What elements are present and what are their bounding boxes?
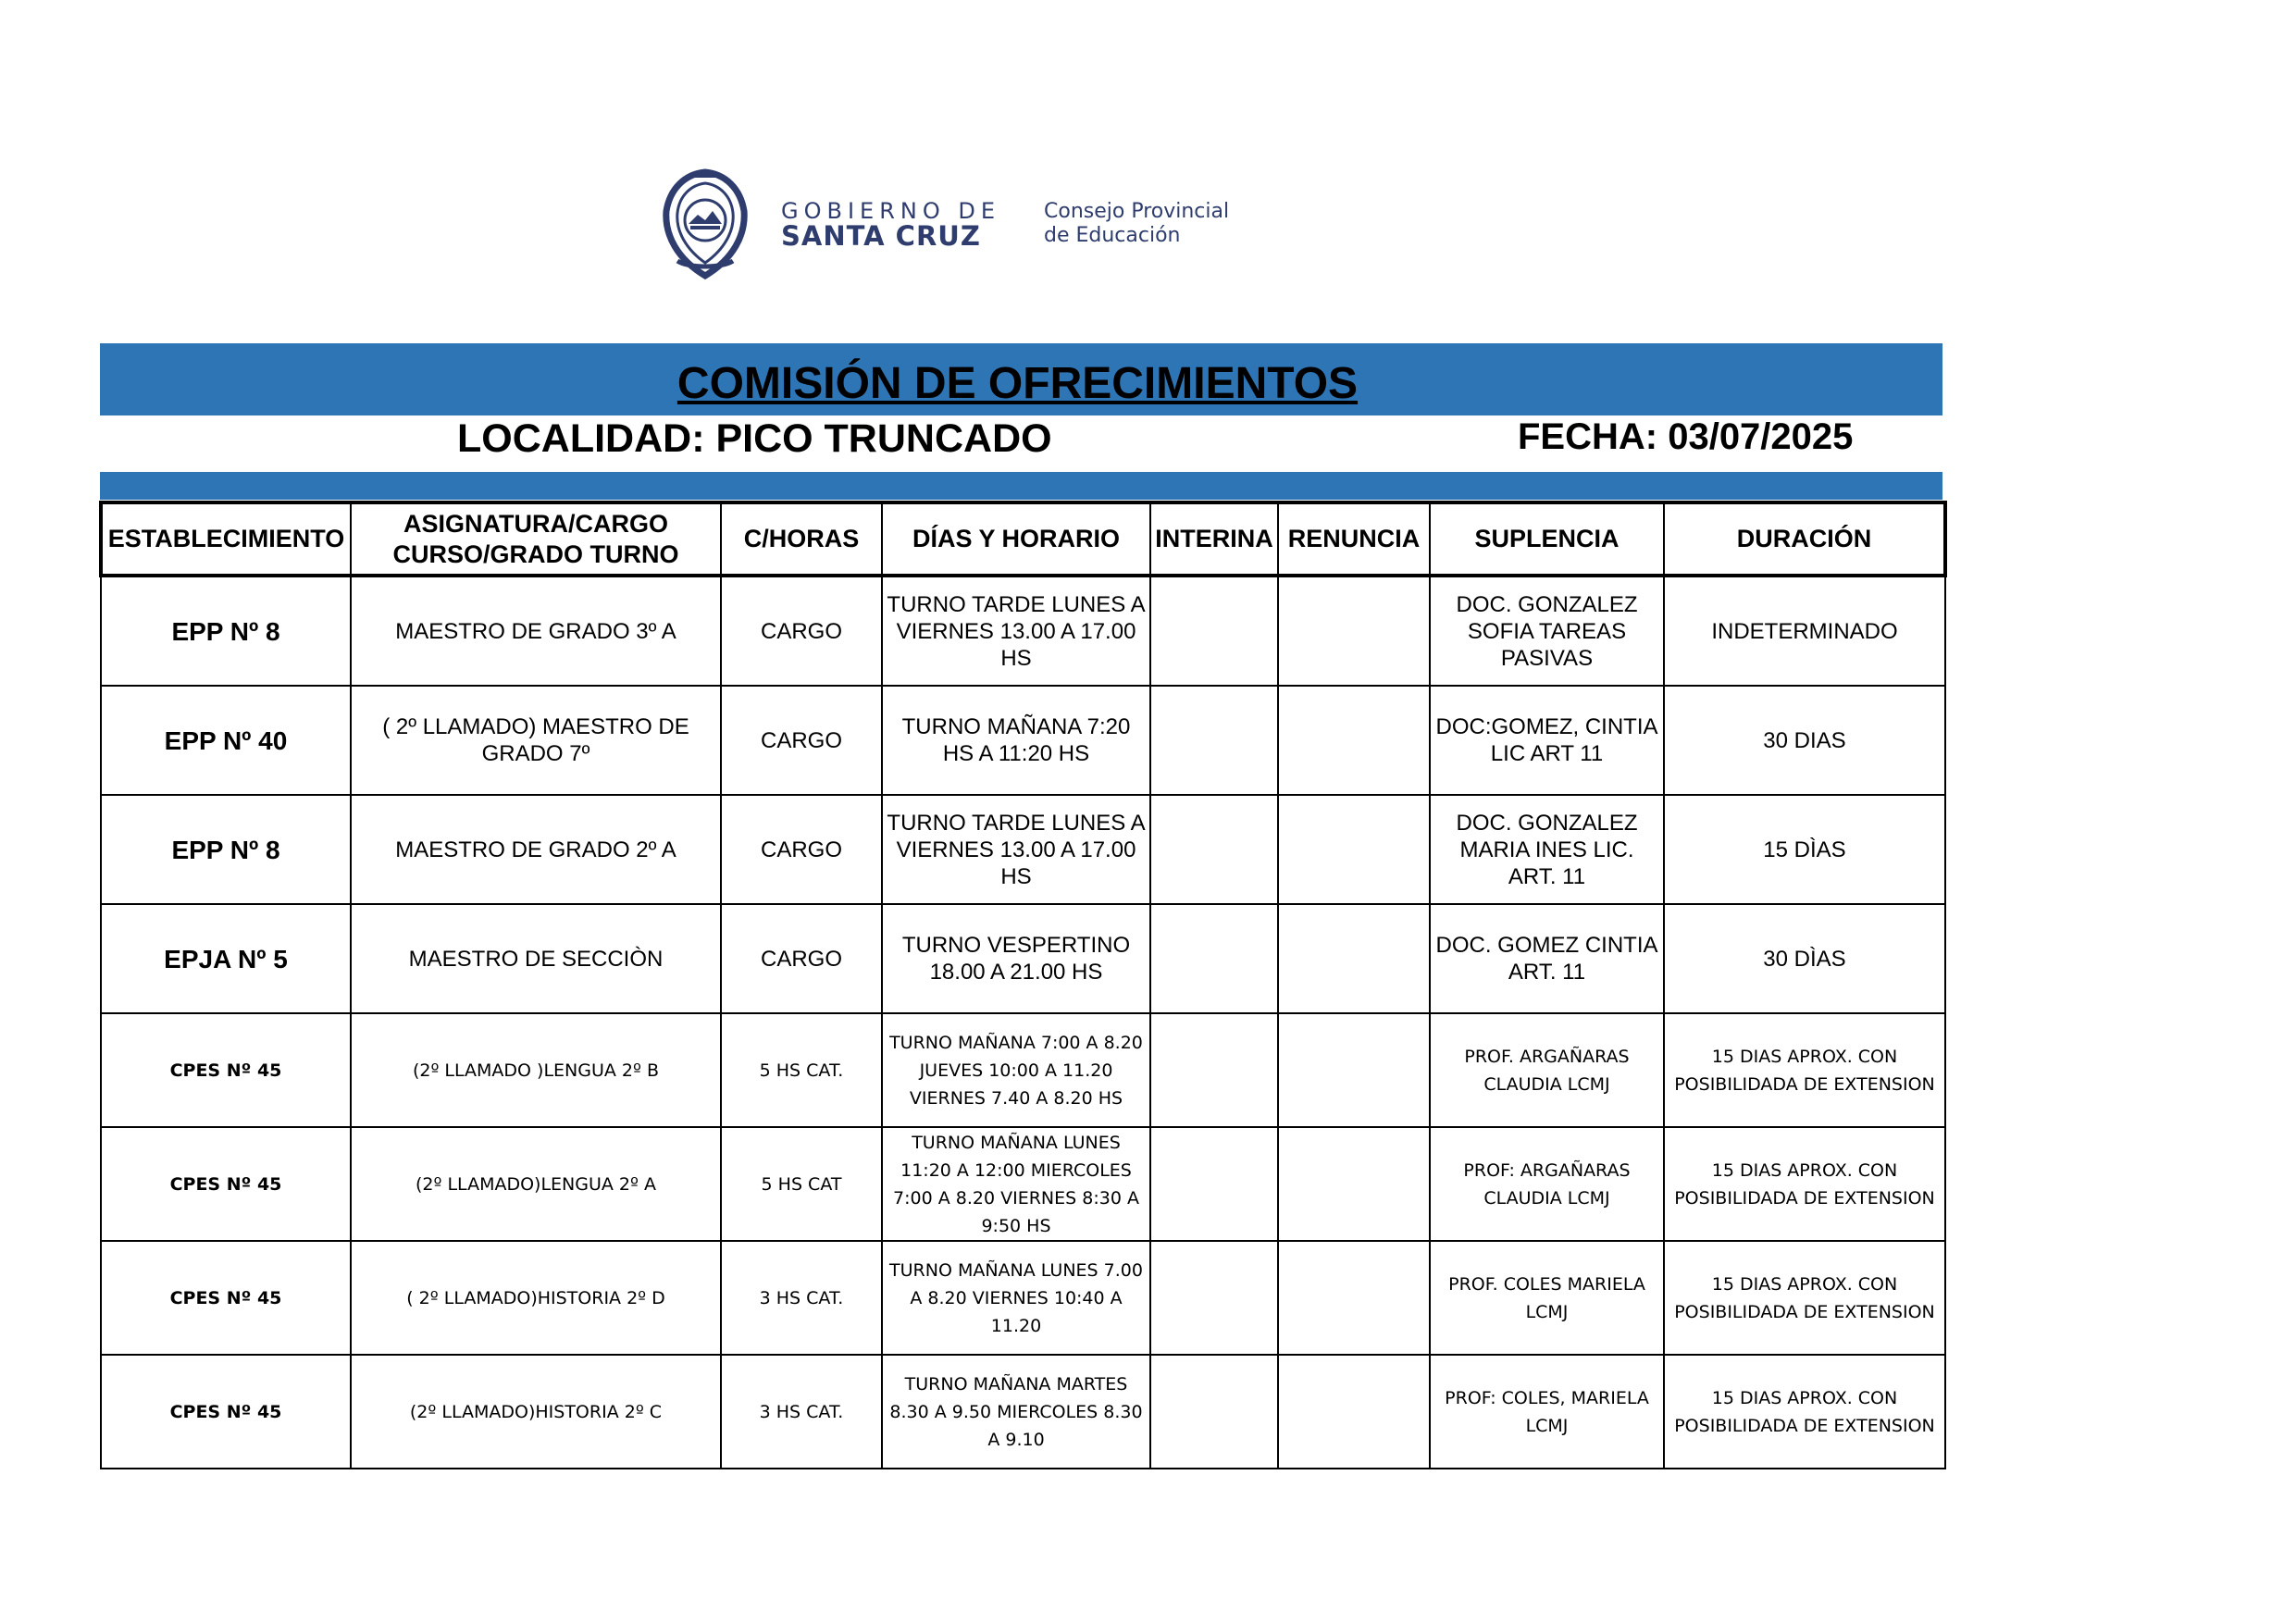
cell-interina [1150, 686, 1278, 795]
cell-suplencia: DOC:GOMEZ, CINTIA LIC ART 11 [1430, 686, 1664, 795]
cell-interina [1150, 904, 1278, 1013]
cell-duracion: 30 DÌAS [1664, 904, 1945, 1013]
cell-horario: TURNO MAÑANA LUNES 11:20 A 12:00 MIERCOLES 7:00 A 8.20 VIERNES 8:30 A 9:50 HS [882, 1127, 1150, 1241]
cell-renuncia [1278, 576, 1430, 686]
divider-banner [100, 472, 1942, 500]
column-header-horas: C/HORAS [721, 502, 882, 576]
cell-horario: TURNO MAÑANA 7:00 A 8.20 JUEVES 10:00 A 11.20 VIERNES 7.40 A 8.20 HS [882, 1013, 1150, 1127]
cell-horas: CARGO [721, 576, 882, 686]
cell-renuncia [1278, 1127, 1430, 1241]
cell-horas: CARGO [721, 686, 882, 795]
cell-horas: 3 HS CAT. [721, 1355, 882, 1469]
cell-asignatura: MAESTRO DE GRADO 2º A [351, 795, 721, 904]
cell-duracion: 15 DIAS APROX. CON POSIBILIDADA DE EXTENSION [1664, 1355, 1945, 1469]
cell-renuncia [1278, 1013, 1430, 1127]
council-name-line1: Consejo Provincial [1044, 200, 1230, 223]
title-banner [100, 343, 1942, 415]
column-header-duracion: DURACIÓN [1664, 502, 1945, 576]
column-header-asignatura: ASIGNATURA/CARGO CURSO/GRADO TURNO [351, 502, 721, 576]
cell-interina [1150, 1013, 1278, 1127]
document-title: COMISIÓN DE OFRECIMIENTOS [676, 358, 1359, 408]
cell-duracion: 15 DIAS APROX. CON POSIBILIDADA DE EXTENSION [1664, 1013, 1945, 1127]
cell-horario: TURNO TARDE LUNES A VIERNES 13.00 A 17.00 HS [882, 576, 1150, 686]
cell-horas: CARGO [721, 795, 882, 904]
cell-horas: CARGO [721, 904, 882, 1013]
cell-establecimiento: CPES Nº 45 [101, 1355, 351, 1469]
table-row [101, 576, 1945, 686]
table-row [101, 795, 1945, 904]
government-logo [657, 168, 1268, 279]
cell-horario: TURNO TARDE LUNES A VIERNES 13.00 A 17.00 HS [882, 795, 1150, 904]
cell-interina [1150, 1355, 1278, 1469]
cell-establecimiento: EPP Nº 40 [101, 686, 351, 795]
government-name-line1: GOBIERNO DE [781, 198, 1000, 224]
cell-interina [1150, 1127, 1278, 1241]
cell-suplencia: PROF: COLES, MARIELA LCMJ [1430, 1355, 1664, 1469]
cell-asignatura: (2º LLAMADO)LENGUA 2º A [351, 1127, 721, 1241]
localidad-label: LOCALIDAD: PICO TRUNCADO [457, 416, 1052, 461]
cell-renuncia [1278, 904, 1430, 1013]
cell-horas: 3 HS CAT. [721, 1241, 882, 1355]
cell-horas: 5 HS CAT [721, 1127, 882, 1241]
cell-suplencia: DOC. GONZALEZ MARIA INES LIC. ART. 11 [1430, 795, 1664, 904]
column-header-horario: DÍAS Y HORARIO [882, 502, 1150, 576]
column-header-renuncia: RENUNCIA [1278, 502, 1430, 576]
cell-renuncia [1278, 1241, 1430, 1355]
cell-asignatura: MAESTRO DE GRADO 3º A [351, 576, 721, 686]
cell-interina [1150, 576, 1278, 686]
table-row [101, 1013, 1945, 1127]
cell-interina [1150, 1241, 1278, 1355]
provincial-seal-icon [657, 168, 753, 279]
cell-establecimiento: CPES Nº 45 [101, 1013, 351, 1127]
cell-establecimiento: EPP Nº 8 [101, 795, 351, 904]
table-row [101, 686, 1945, 795]
cell-renuncia [1278, 1355, 1430, 1469]
cell-establecimiento: EPP Nº 8 [101, 576, 351, 686]
cell-horario: TURNO MAÑANA 7:20 HS A 11:20 HS [882, 686, 1150, 795]
cell-suplencia: PROF. COLES MARIELA LCMJ [1430, 1241, 1664, 1355]
cell-establecimiento: CPES Nº 45 [101, 1241, 351, 1355]
cell-horario: TURNO MAÑANA LUNES 7.00 A 8.20 VIERNES 10:40 A 11.20 [882, 1241, 1150, 1355]
cell-horario: TURNO VESPERTINO 18.00 A 21.00 HS [882, 904, 1150, 1013]
government-name-line2: SANTA CRUZ [781, 220, 981, 252]
cell-duracion: 15 DÌAS [1664, 795, 1945, 904]
table-row [101, 904, 1945, 1013]
cell-renuncia [1278, 686, 1430, 795]
offerings-table [99, 501, 1947, 1469]
cell-duracion: 30 DIAS [1664, 686, 1945, 795]
cell-horas: 5 HS CAT. [721, 1013, 882, 1127]
cell-asignatura: ( 2º LLAMADO)HISTORIA 2º D [351, 1241, 721, 1355]
cell-asignatura: ( 2º LLAMADO) MAESTRO DE GRADO 7º [351, 686, 721, 795]
cell-horario: TURNO MAÑANA MARTES 8.30 A 9.50 MIERCOLES 8.30 A 9.10 [882, 1355, 1150, 1469]
table-row [101, 1241, 1945, 1355]
cell-duracion: 15 DIAS APROX. CON POSIBILIDADA DE EXTENSION [1664, 1241, 1945, 1355]
cell-asignatura: (2º LLAMADO)HISTORIA 2º C [351, 1355, 721, 1469]
council-name-line2: de Educación [1044, 224, 1181, 247]
column-header-establecimiento: ESTABLECIMIENTO [101, 502, 351, 576]
cell-duracion: 15 DIAS APROX. CON POSIBILIDADA DE EXTENSION [1664, 1127, 1945, 1241]
cell-suplencia: PROF: ARGAÑARAS CLAUDIA LCMJ [1430, 1127, 1664, 1241]
cell-asignatura: MAESTRO DE SECCIÒN [351, 904, 721, 1013]
cell-suplencia: DOC. GONZALEZ SOFIA TAREAS PASIVAS [1430, 576, 1664, 686]
cell-interina [1150, 795, 1278, 904]
table-header-row [101, 502, 1945, 576]
cell-suplencia: PROF. ARGAÑARAS CLAUDIA LCMJ [1430, 1013, 1664, 1127]
cell-establecimiento: EPJA Nº 5 [101, 904, 351, 1013]
cell-establecimiento: CPES Nº 45 [101, 1127, 351, 1241]
cell-suplencia: DOC. GOMEZ CINTIA ART. 11 [1430, 904, 1664, 1013]
cell-duracion: INDETERMINADO [1664, 576, 1945, 686]
fecha-label: FECHA: 03/07/2025 [1518, 416, 1854, 457]
column-header-suplencia: SUPLENCIA [1430, 502, 1664, 576]
cell-renuncia [1278, 795, 1430, 904]
cell-asignatura: (2º LLAMADO )LENGUA 2º B [351, 1013, 721, 1127]
column-header-interina: INTERINA [1150, 502, 1278, 576]
table-row [101, 1355, 1945, 1469]
table-row [101, 1127, 1945, 1241]
